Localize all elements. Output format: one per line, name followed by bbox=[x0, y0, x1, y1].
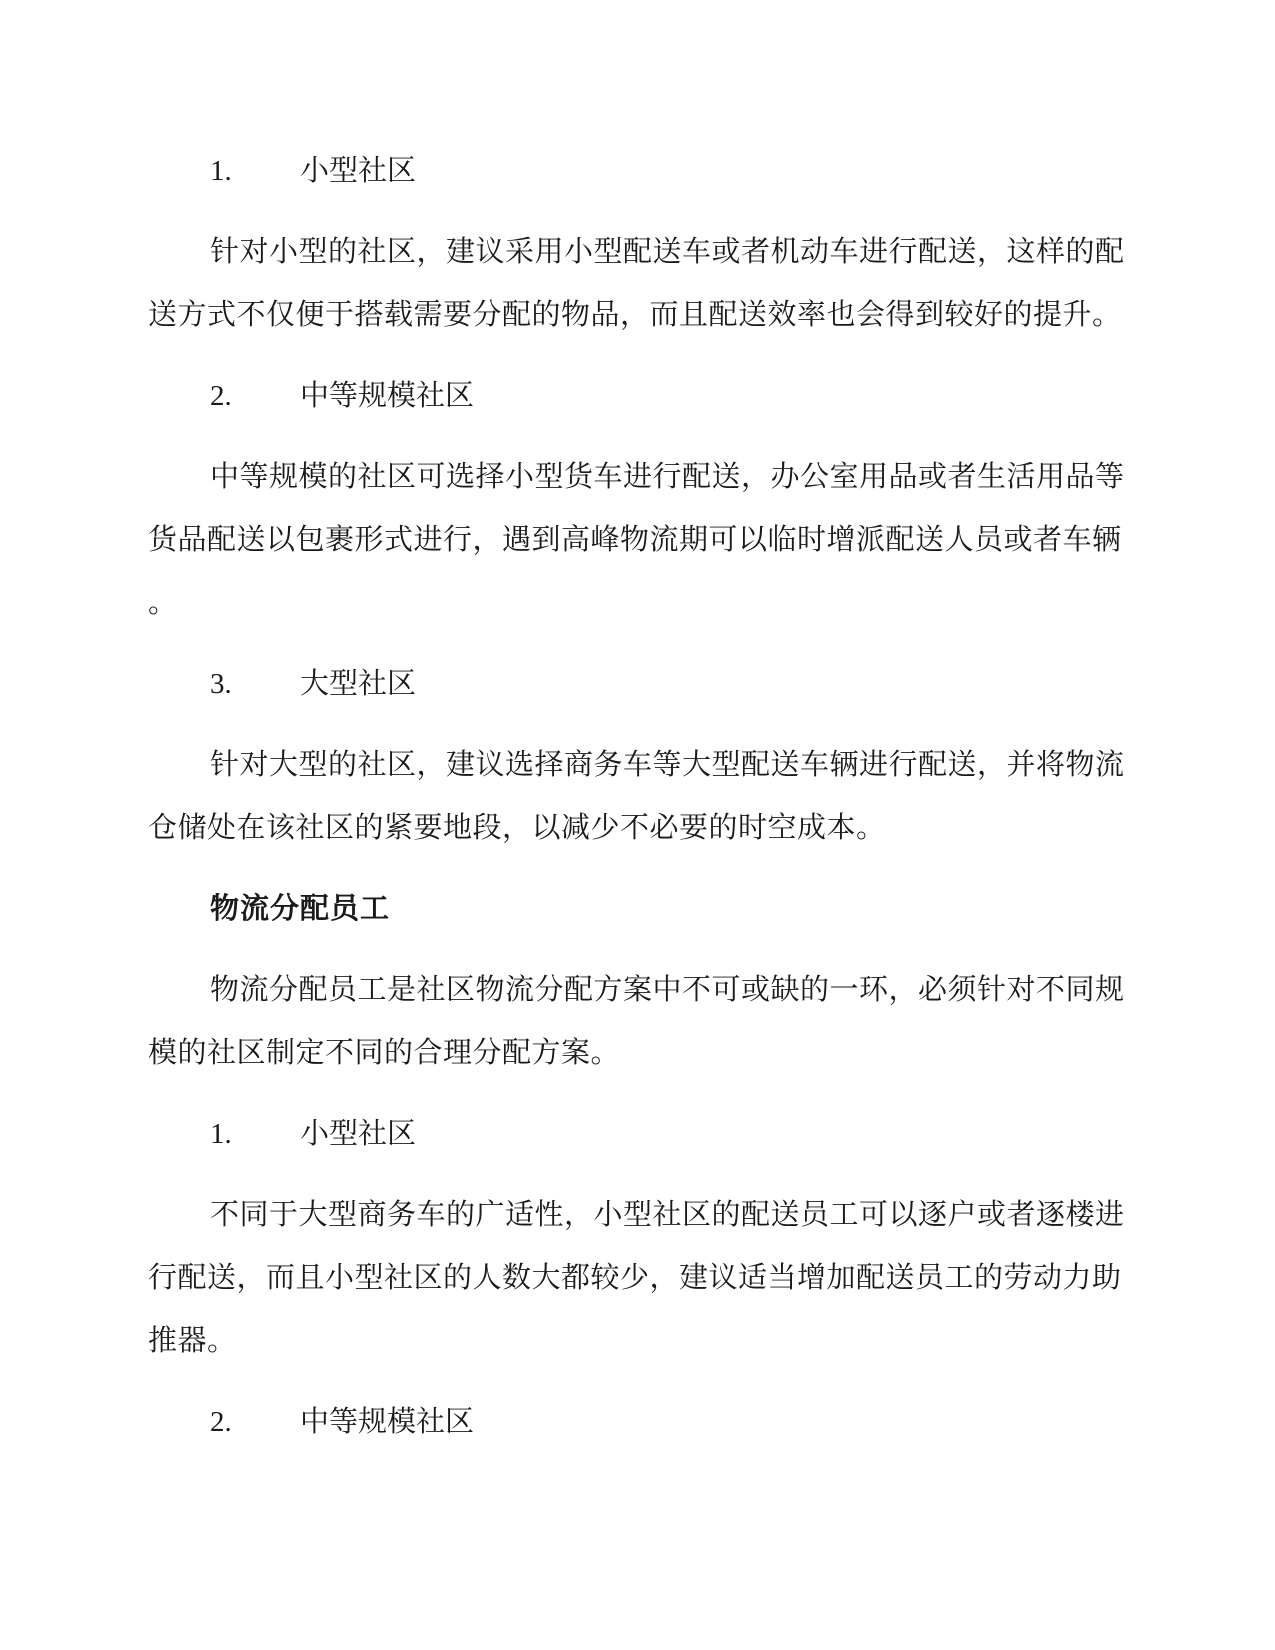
list-heading bbox=[210, 1103, 1133, 1166]
paragraph-line: 行配送，而且小型社区的人数大都较少，建议适当增加配送员工的劳动力助 bbox=[148, 1262, 1122, 1294]
paragraph bbox=[148, 1184, 1133, 1373]
paragraph bbox=[148, 959, 1133, 1085]
paragraph bbox=[148, 221, 1133, 347]
list-heading-label: 中等规模社区 bbox=[300, 380, 475, 412]
list-heading bbox=[210, 140, 1133, 203]
paragraph-line: 不同于大型商务车的广适性，小型社区的配送员工可以逐户或者逐楼进 bbox=[210, 1199, 1125, 1231]
paragraph-line: 仓储处在该社区的紧要地段，以减少不必要的时空成本。 bbox=[148, 812, 886, 844]
paragraph-line: 模的社区制定不同的合理分配方案。 bbox=[148, 1037, 621, 1069]
list-heading bbox=[210, 653, 1133, 716]
paragraph bbox=[148, 446, 1133, 635]
list-heading bbox=[210, 1391, 1133, 1454]
list-number: 2. bbox=[210, 380, 232, 412]
list-heading-label: 大型社区 bbox=[300, 668, 417, 700]
list-number: 2. bbox=[210, 1406, 232, 1438]
section-heading: 物流分配员工 bbox=[210, 893, 391, 925]
paragraph-line: 货品配送以包裹形式进行，遇到高峰物流期可以临时增派配送人员或者车辆 bbox=[148, 524, 1122, 556]
paragraph-line: 推器。 bbox=[148, 1325, 237, 1357]
paragraph-line: 物流分配员工是社区物流分配方案中不可或缺的一环，必须针对不同规 bbox=[210, 974, 1125, 1006]
list-heading-label: 小型社区 bbox=[300, 1118, 417, 1150]
paragraph-line: 针对小型的社区，建议采用小型配送车或者机动车进行配送，这样的配 bbox=[210, 236, 1125, 268]
paragraph-line: 针对大型的社区，建议选择商务车等大型配送车辆进行配送，并将物流 bbox=[210, 749, 1125, 781]
document-body bbox=[148, 140, 1133, 1472]
paragraph-line: 送方式不仅便于搭载需要分配的物品，而且配送效率也会得到较好的提升。 bbox=[148, 299, 1122, 331]
paragraph bbox=[148, 734, 1133, 860]
list-heading bbox=[210, 365, 1133, 428]
list-number: 3. bbox=[210, 668, 232, 700]
paragraph-line: 。 bbox=[148, 587, 178, 619]
paragraph-line: 中等规模的社区可选择小型货车进行配送，办公室用品或者生活用品等 bbox=[210, 461, 1125, 493]
list-heading-label: 小型社区 bbox=[300, 155, 417, 187]
list-heading-label: 中等规模社区 bbox=[300, 1406, 475, 1438]
list-number: 1. bbox=[210, 155, 232, 187]
list-number: 1. bbox=[210, 1118, 232, 1150]
